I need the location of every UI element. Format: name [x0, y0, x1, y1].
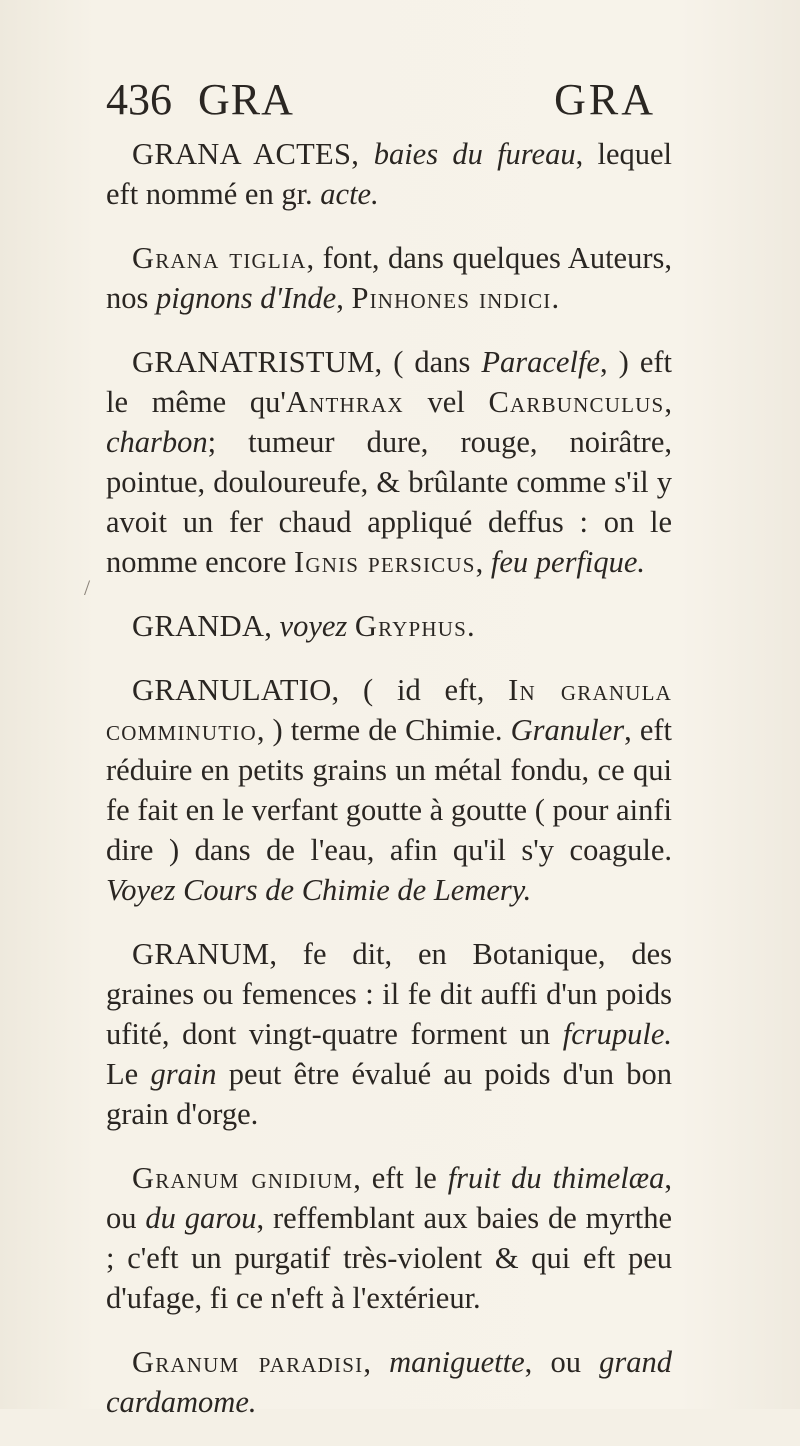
entry-text: , reffemblant aux baies de myrthe ; c'eft un purgatif très-violent & qui eft peu d'ufage, fi ce n'eft à l'extérieur. — [106, 1201, 673, 1315]
page-number: 436 — [106, 75, 172, 124]
dictionary-entry-granatristum — [106, 342, 672, 582]
italic-term: charbon — [106, 425, 208, 459]
entry-text: vel — [403, 385, 489, 419]
entry-text: , ( id eft, — [331, 673, 509, 707]
italic-term: pignons d'Inde — [156, 281, 337, 315]
entry-text: , ou — [524, 1345, 600, 1379]
entry-text: Le — [106, 1057, 151, 1091]
italic-term: maniguette — [389, 1345, 525, 1379]
italic-term: voyez — [279, 609, 348, 643]
entry-text: , fe dit, en Botanique, des graines ou femences : il fe dit auffi d'un poids ufité, dont vingt-quatre forment un — [106, 937, 672, 1051]
running-head-right: GRA — [554, 75, 656, 124]
entry-headword: GRANULATIO — [132, 673, 332, 707]
dictionary-entry-granulatio — [106, 670, 672, 910]
entry-text: ; tumeur dure, rouge, noirâtre, pointue, douloureufe, & brûlante comme s'il y avoit un fer chaud appliqué deffus : on le nomme encore — [106, 425, 672, 579]
small-caps-term: Anthrax — [285, 385, 404, 419]
italic-term: du garou — [145, 1201, 257, 1235]
small-caps-term: Grana tiglia — [132, 241, 307, 275]
italic-term: fcrupule. — [562, 1017, 672, 1051]
italic-term: acte. — [320, 177, 379, 211]
italic-term: Paracelfe — [481, 345, 600, 379]
entry-text: , eft le — [353, 1161, 448, 1195]
dictionary-entry-grana-actes — [106, 134, 672, 214]
small-caps-term: Granum paradisi — [132, 1345, 364, 1379]
entry-text — [347, 609, 355, 643]
small-caps-term: Gryphus. — [354, 609, 476, 643]
italic-term: Voyez Cours de Chimie de Lemery. — [106, 873, 532, 907]
entry-headword: GRANA ACTES, — [132, 137, 374, 171]
entry-text: , — [264, 609, 280, 643]
italic-term: Granuler — [510, 713, 625, 747]
italic-term: fruit du thimelæa — [447, 1161, 665, 1195]
italic-term: grain — [150, 1057, 217, 1091]
entry-text: , ) eft le même qu' — [106, 345, 672, 419]
small-caps-term: Pinhones indici. — [351, 281, 561, 315]
dictionary-entry-grana-tiglia — [106, 238, 672, 318]
entry-text: , lequel eft nommé en gr. — [106, 137, 672, 211]
entry-text: peut être évalué au poids d'un bon grain d'orge. — [106, 1057, 673, 1131]
entry-text: , — [336, 281, 352, 315]
italic-term: baies du fureau — [373, 137, 576, 171]
running-head-left: GRA — [198, 75, 294, 124]
entry-text: , ( dans — [374, 345, 482, 379]
small-caps-term: In granula comminutio — [106, 673, 672, 747]
small-caps-term: Ignis persicus — [294, 545, 476, 579]
entry-text: , — [363, 1345, 390, 1379]
entry-headword: GRANDA — [132, 609, 265, 643]
margin-mark: / — [84, 575, 91, 600]
entry-headword: GRANUM — [132, 937, 270, 971]
running-header — [106, 70, 656, 130]
entry-text: , eft réduire en petits grains un métal fondu, ce qui fe fait en le verfant goutte à goutte ( pour ainfi dire ) dans de l'eau, afin qu'il s'y coagule. — [106, 713, 672, 867]
small-caps-term: Granum gnidium — [132, 1161, 354, 1195]
italic-term: feu perfique. — [490, 545, 646, 579]
entry-text: , font, dans quelques Auteurs, nos — [106, 241, 672, 315]
entry-headword: GRANATRISTUM — [132, 345, 375, 379]
italic-term: grand cardamome. — [106, 1345, 673, 1419]
dictionary-body — [106, 134, 672, 1446]
dictionary-entry-granda — [106, 606, 672, 646]
entry-text: , ou — [106, 1161, 672, 1235]
dictionary-entry-granum-gnidium — [106, 1158, 672, 1318]
dictionary-entry-granum-paradisi — [106, 1342, 672, 1422]
small-caps-term: Carbunculus — [488, 385, 665, 419]
entry-text: , ) terme de Chimie. — [256, 713, 511, 747]
dictionary-entry-granum — [106, 934, 672, 1134]
entry-text: , — [475, 545, 491, 579]
entry-text: , — [664, 385, 673, 419]
